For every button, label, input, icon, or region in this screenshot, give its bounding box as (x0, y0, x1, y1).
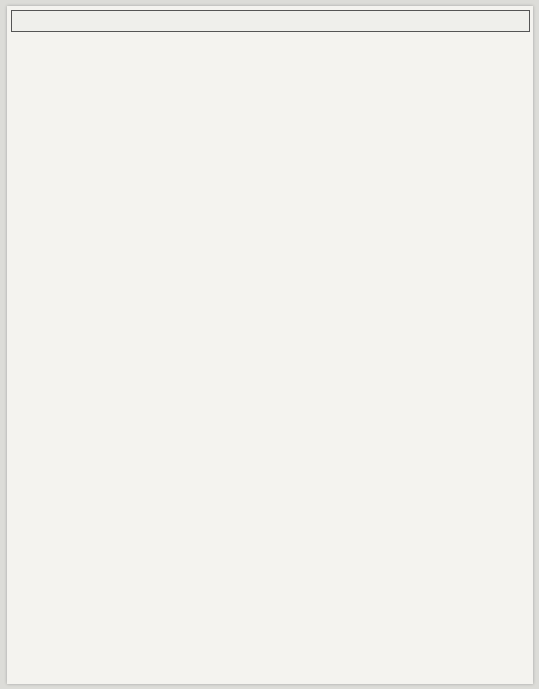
spec-sheet (7, 6, 533, 684)
table-body (12, 10, 530, 31)
banner-row (12, 10, 530, 31)
speed-banner (12, 10, 530, 31)
motor-spec-table (11, 10, 530, 32)
